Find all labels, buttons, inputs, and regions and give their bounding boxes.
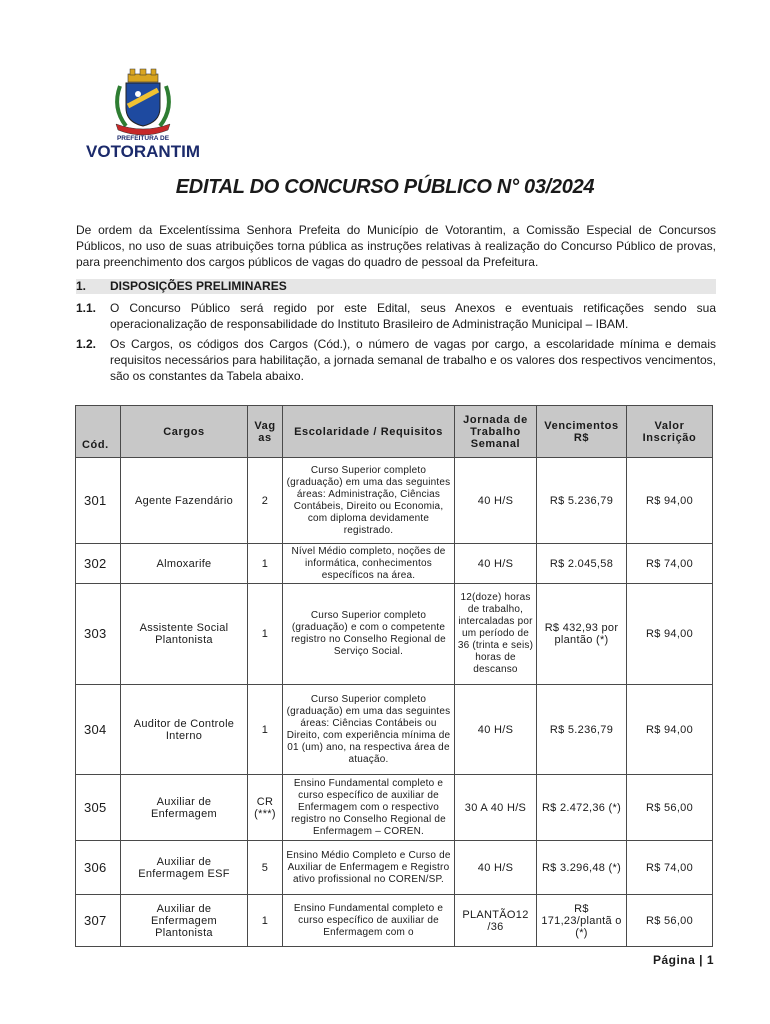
table-row [76, 841, 713, 895]
section-number: 1. [76, 279, 87, 293]
cell-jornada: 40 H/S [455, 544, 537, 584]
clause-text: O Concurso Público será regido por este Edital, seus Anexos e eventuais retificações sendo sua operacionalização de responsabilidade do Instituto Brasileiro de Administração Municipal – IBAM. [110, 301, 716, 331]
cell-cargo: Agente Fazendário [121, 458, 248, 544]
cell-valor: R$ 56,00 [627, 895, 713, 947]
cell-valor: R$ 94,00 [627, 458, 713, 544]
cell-requisitos: Ensino Fundamental completo e curso específico de auxiliar de Enfermagem com o [283, 895, 455, 947]
header-jornada: Jornada de Trabalho Semanal [455, 406, 537, 458]
section-title: DISPOSIÇÕES PRELIMINARES [110, 279, 287, 293]
table-header-row [76, 406, 713, 458]
positions-table [75, 405, 713, 947]
cell-vencimentos: R$ 2.472,36 (*) [537, 775, 627, 841]
cell-valor: R$ 74,00 [627, 841, 713, 895]
cell-requisitos: Curso Superior completo (graduação) e com o competente registro no Conselho Regional de Serviço Social. [283, 584, 455, 685]
table-row [76, 458, 713, 544]
cell-jornada: 30 A 40 H/S [455, 775, 537, 841]
table-row [76, 895, 713, 947]
table-row [76, 685, 713, 775]
logo-prefeitura-text: PREFEITURA DE [116, 135, 170, 142]
cell-vagas: 5 [248, 841, 283, 895]
clause-1-2 [76, 336, 716, 384]
cell-requisitos: Ensino Fundamental completo e curso específico de auxiliar de Enfermagem com o respectivo registro no Conselho Regional de Enfermagem – COREN. [283, 775, 455, 841]
cell-cod: 306 [76, 841, 121, 895]
cell-vagas: 1 [248, 544, 283, 584]
header-cargos: Cargos [121, 406, 248, 458]
prefeitura-logo [76, 68, 210, 164]
clause-text: Os Cargos, os códigos dos Cargos (Cód.), o número de vagas por cargo, a escolaridade mínima e demais requisitos necessários para habilitação, a jornada semanal de trabalho e os valores dos respectivos vencimentos, são os constantes da Tabela abaixo. [110, 337, 716, 383]
header-vagas: Vag as [248, 406, 283, 458]
cell-cargo: Auditor de Controle Interno [121, 685, 248, 775]
cell-cod: 305 [76, 775, 121, 841]
cell-requisitos: Nível Médio completo, noções de informática, conhecimentos específicos na área. [283, 544, 455, 584]
table-row [76, 775, 713, 841]
cell-cod: 302 [76, 544, 121, 584]
logo-votorantim-text: VOTORANTIM [86, 142, 200, 161]
clause-number: 1.1. [76, 301, 97, 315]
cell-jornada: PLANTÃO12 /36 [455, 895, 537, 947]
cell-vencimentos: R$ 3.296,48 (*) [537, 841, 627, 895]
cell-cod: 301 [76, 458, 121, 544]
clause-number: 1.2. [76, 337, 97, 351]
cell-valor: R$ 56,00 [627, 775, 713, 841]
cell-requisitos: Curso Superior completo (graduação) em uma das seguintes áreas: Ciências Contábeis ou Direito, com experiência mínima de 01 (um) ano, na respectiva área de atuação. [283, 685, 455, 775]
table-row [76, 544, 713, 584]
clause-1-1 [76, 300, 716, 332]
intro-paragraph: De ordem da Excelentíssima Senhora Prefeita do Município de Votorantim, a Comissão Especial de Concursos Públicos, no uso de suas atribuições torna pública as instruções relativas à realização do Concurso Público de provas, para preenchimento dos cargos públicos de vagas do quadro de pessoal da Prefeitura. [76, 223, 716, 269]
cell-cargo: Auxiliar de Enfermagem ESF [121, 841, 248, 895]
cell-vagas: 1 [248, 584, 283, 685]
table-row [76, 584, 713, 685]
cell-cargo: Auxiliar de Enfermagem Plantonista [121, 895, 248, 947]
cell-vagas: 1 [248, 895, 283, 947]
cell-vencimentos: R$ 171,23/plantã o (*) [537, 895, 627, 947]
cell-vagas: 1 [248, 685, 283, 775]
cell-jornada: 12(doze) horas de trabalho, intercaladas por um período de 36 (trinta e seis) horas de descanso [455, 584, 537, 685]
document-title: EDITAL DO CONCURSO PÚBLICO N° 03/2024 [175, 176, 595, 198]
header-cod: Cód. [76, 406, 121, 458]
cell-vencimentos: R$ 5.236,79 [537, 458, 627, 544]
cell-jornada: 40 H/S [455, 458, 537, 544]
cell-valor: R$ 94,00 [627, 685, 713, 775]
cell-valor: R$ 74,00 [627, 544, 713, 584]
cell-jornada: 40 H/S [455, 841, 537, 895]
cell-vagas: 2 [248, 458, 283, 544]
cell-cod: 307 [76, 895, 121, 947]
cell-vagas: CR (***) [248, 775, 283, 841]
header-vencimentos: Vencimentos R$ [537, 406, 627, 458]
page-number: Página | 1 [652, 953, 714, 967]
cell-cod: 304 [76, 685, 121, 775]
cell-vencimentos: R$ 2.045,58 [537, 544, 627, 584]
cell-cargo: Assistente Social Plantonista [121, 584, 248, 685]
cell-jornada: 40 H/S [455, 685, 537, 775]
cell-requisitos: Ensino Médio Completo e Curso de Auxiliar de Enfermagem e Registro ativo profissional no COREN/SP. [283, 841, 455, 895]
section-heading [76, 279, 716, 294]
cell-valor: R$ 94,00 [627, 584, 713, 685]
header-escolaridade: Escolaridade / Requisitos [283, 406, 455, 458]
header-valor: Valor Inscrição [627, 406, 713, 458]
cell-cod: 303 [76, 584, 121, 685]
cell-cargo: Auxiliar de Enfermagem [121, 775, 248, 841]
cell-vencimentos: R$ 5.236,79 [537, 685, 627, 775]
cell-requisitos: Curso Superior completo (graduação) em uma das seguintes áreas: Administração, Ciências Contábeis, Direito ou Economia, com diploma devidamente registrado. [283, 458, 455, 544]
cell-vencimentos: R$ 432,93 por plantão (*) [537, 584, 627, 685]
cell-cargo: Almoxarife [121, 544, 248, 584]
